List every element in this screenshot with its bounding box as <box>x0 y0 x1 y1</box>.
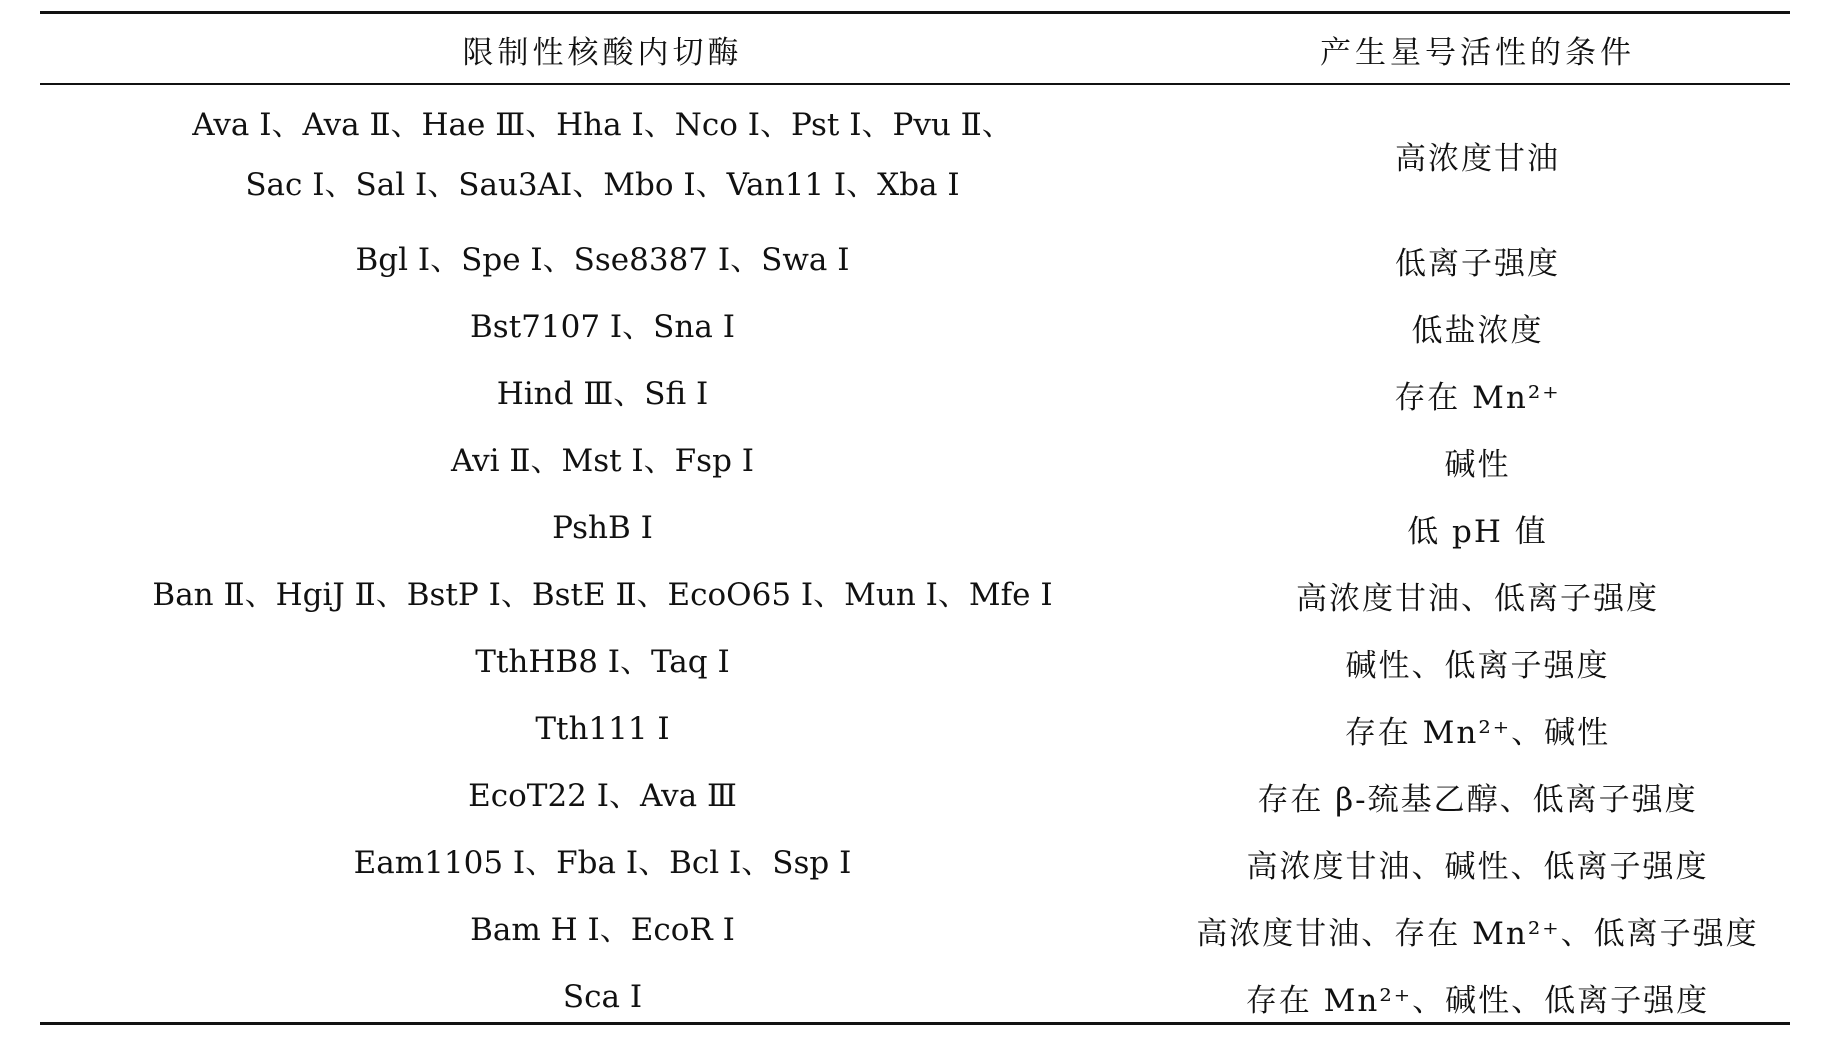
enzyme-line: Sac Ⅰ、Sal Ⅰ、Sau3AⅠ、Mbo Ⅰ、Van11 Ⅰ、Xba Ⅰ <box>245 167 960 203</box>
enzyme-cell <box>40 361 1165 427</box>
enzyme-cell <box>40 763 1165 829</box>
enzyme-line: Bgl Ⅰ、Spe Ⅰ、Sse8387 Ⅰ、Swa Ⅰ <box>355 242 850 278</box>
enzyme-cell <box>40 294 1165 360</box>
table-header-rule <box>40 83 1790 85</box>
header-enzyme: 限制性核酸内切酶 <box>462 34 743 71</box>
enzyme-cell <box>40 696 1165 762</box>
enzyme-line: EcoT22 Ⅰ、Ava Ⅲ <box>468 778 737 814</box>
condition-cell: 低离子强度 <box>1395 245 1560 282</box>
enzyme-line: Hind Ⅲ、Sfi Ⅰ <box>496 376 709 412</box>
enzyme-line: PshB Ⅰ <box>552 510 653 546</box>
enzyme-cell <box>40 562 1165 628</box>
enzyme-cell <box>40 95 1165 215</box>
enzyme-line: Eam1105 Ⅰ、Fba Ⅰ、Bcl Ⅰ、Ssp Ⅰ <box>353 845 852 881</box>
condition-cell: 碱性 <box>1444 446 1511 483</box>
condition-cell: 低盐浓度 <box>1411 312 1544 349</box>
enzyme-line: TthHB8 Ⅰ、Taq Ⅰ <box>475 644 730 680</box>
condition-cell: 存在 Mn²⁺ <box>1394 379 1561 416</box>
enzyme-cell <box>40 964 1165 1030</box>
table-bottom-rule <box>40 1022 1790 1025</box>
condition-cell: 高浓度甘油 <box>1395 140 1560 177</box>
enzyme-line: Avi Ⅱ、Mst Ⅰ、Fsp Ⅰ <box>450 443 755 479</box>
table-top-rule <box>40 11 1790 14</box>
enzyme-line: Bst7107 Ⅰ、Sna Ⅰ <box>470 309 735 345</box>
enzyme-cell <box>40 897 1165 963</box>
condition-cell: 高浓度甘油、低离子强度 <box>1296 580 1659 617</box>
condition-cell: 存在 Mn²⁺、碱性 <box>1344 714 1611 751</box>
enzyme-line: Ava Ⅰ、Ava Ⅱ、Hae Ⅲ、Hha Ⅰ、Nco Ⅰ、Pst Ⅰ、Pvu Ⅱ、 <box>192 107 1013 143</box>
header-condition: 产生星号活性的条件 <box>1320 34 1635 71</box>
enzyme-line: Ban Ⅱ、HgiJ Ⅱ、BstP Ⅰ、BstE Ⅱ、EcoO65 Ⅰ、Mun Ⅰ、Mfe Ⅰ <box>152 577 1053 613</box>
enzyme-line: Bam H Ⅰ、EcoR Ⅰ <box>470 912 735 948</box>
condition-cell: 低 pH 值 <box>1407 513 1548 550</box>
enzyme-cell <box>40 830 1165 896</box>
enzyme-cell <box>40 428 1165 494</box>
enzyme-cell <box>40 629 1165 695</box>
condition-cell: 存在 β-巯基乙醇、低离子强度 <box>1257 781 1698 818</box>
enzyme-cell <box>40 495 1165 561</box>
condition-cell: 碱性、低离子强度 <box>1345 647 1610 684</box>
condition-cell: 存在 Mn²⁺、碱性、低离子强度 <box>1245 982 1710 1019</box>
enzyme-line: Sca Ⅰ <box>562 979 643 1015</box>
condition-cell: 高浓度甘油、存在 Mn²⁺、低离子强度 <box>1196 915 1759 952</box>
enzyme-line: Tth111 Ⅰ <box>535 711 670 747</box>
condition-cell: 高浓度甘油、碱性、低离子强度 <box>1246 848 1709 885</box>
enzyme-cell <box>40 227 1165 293</box>
